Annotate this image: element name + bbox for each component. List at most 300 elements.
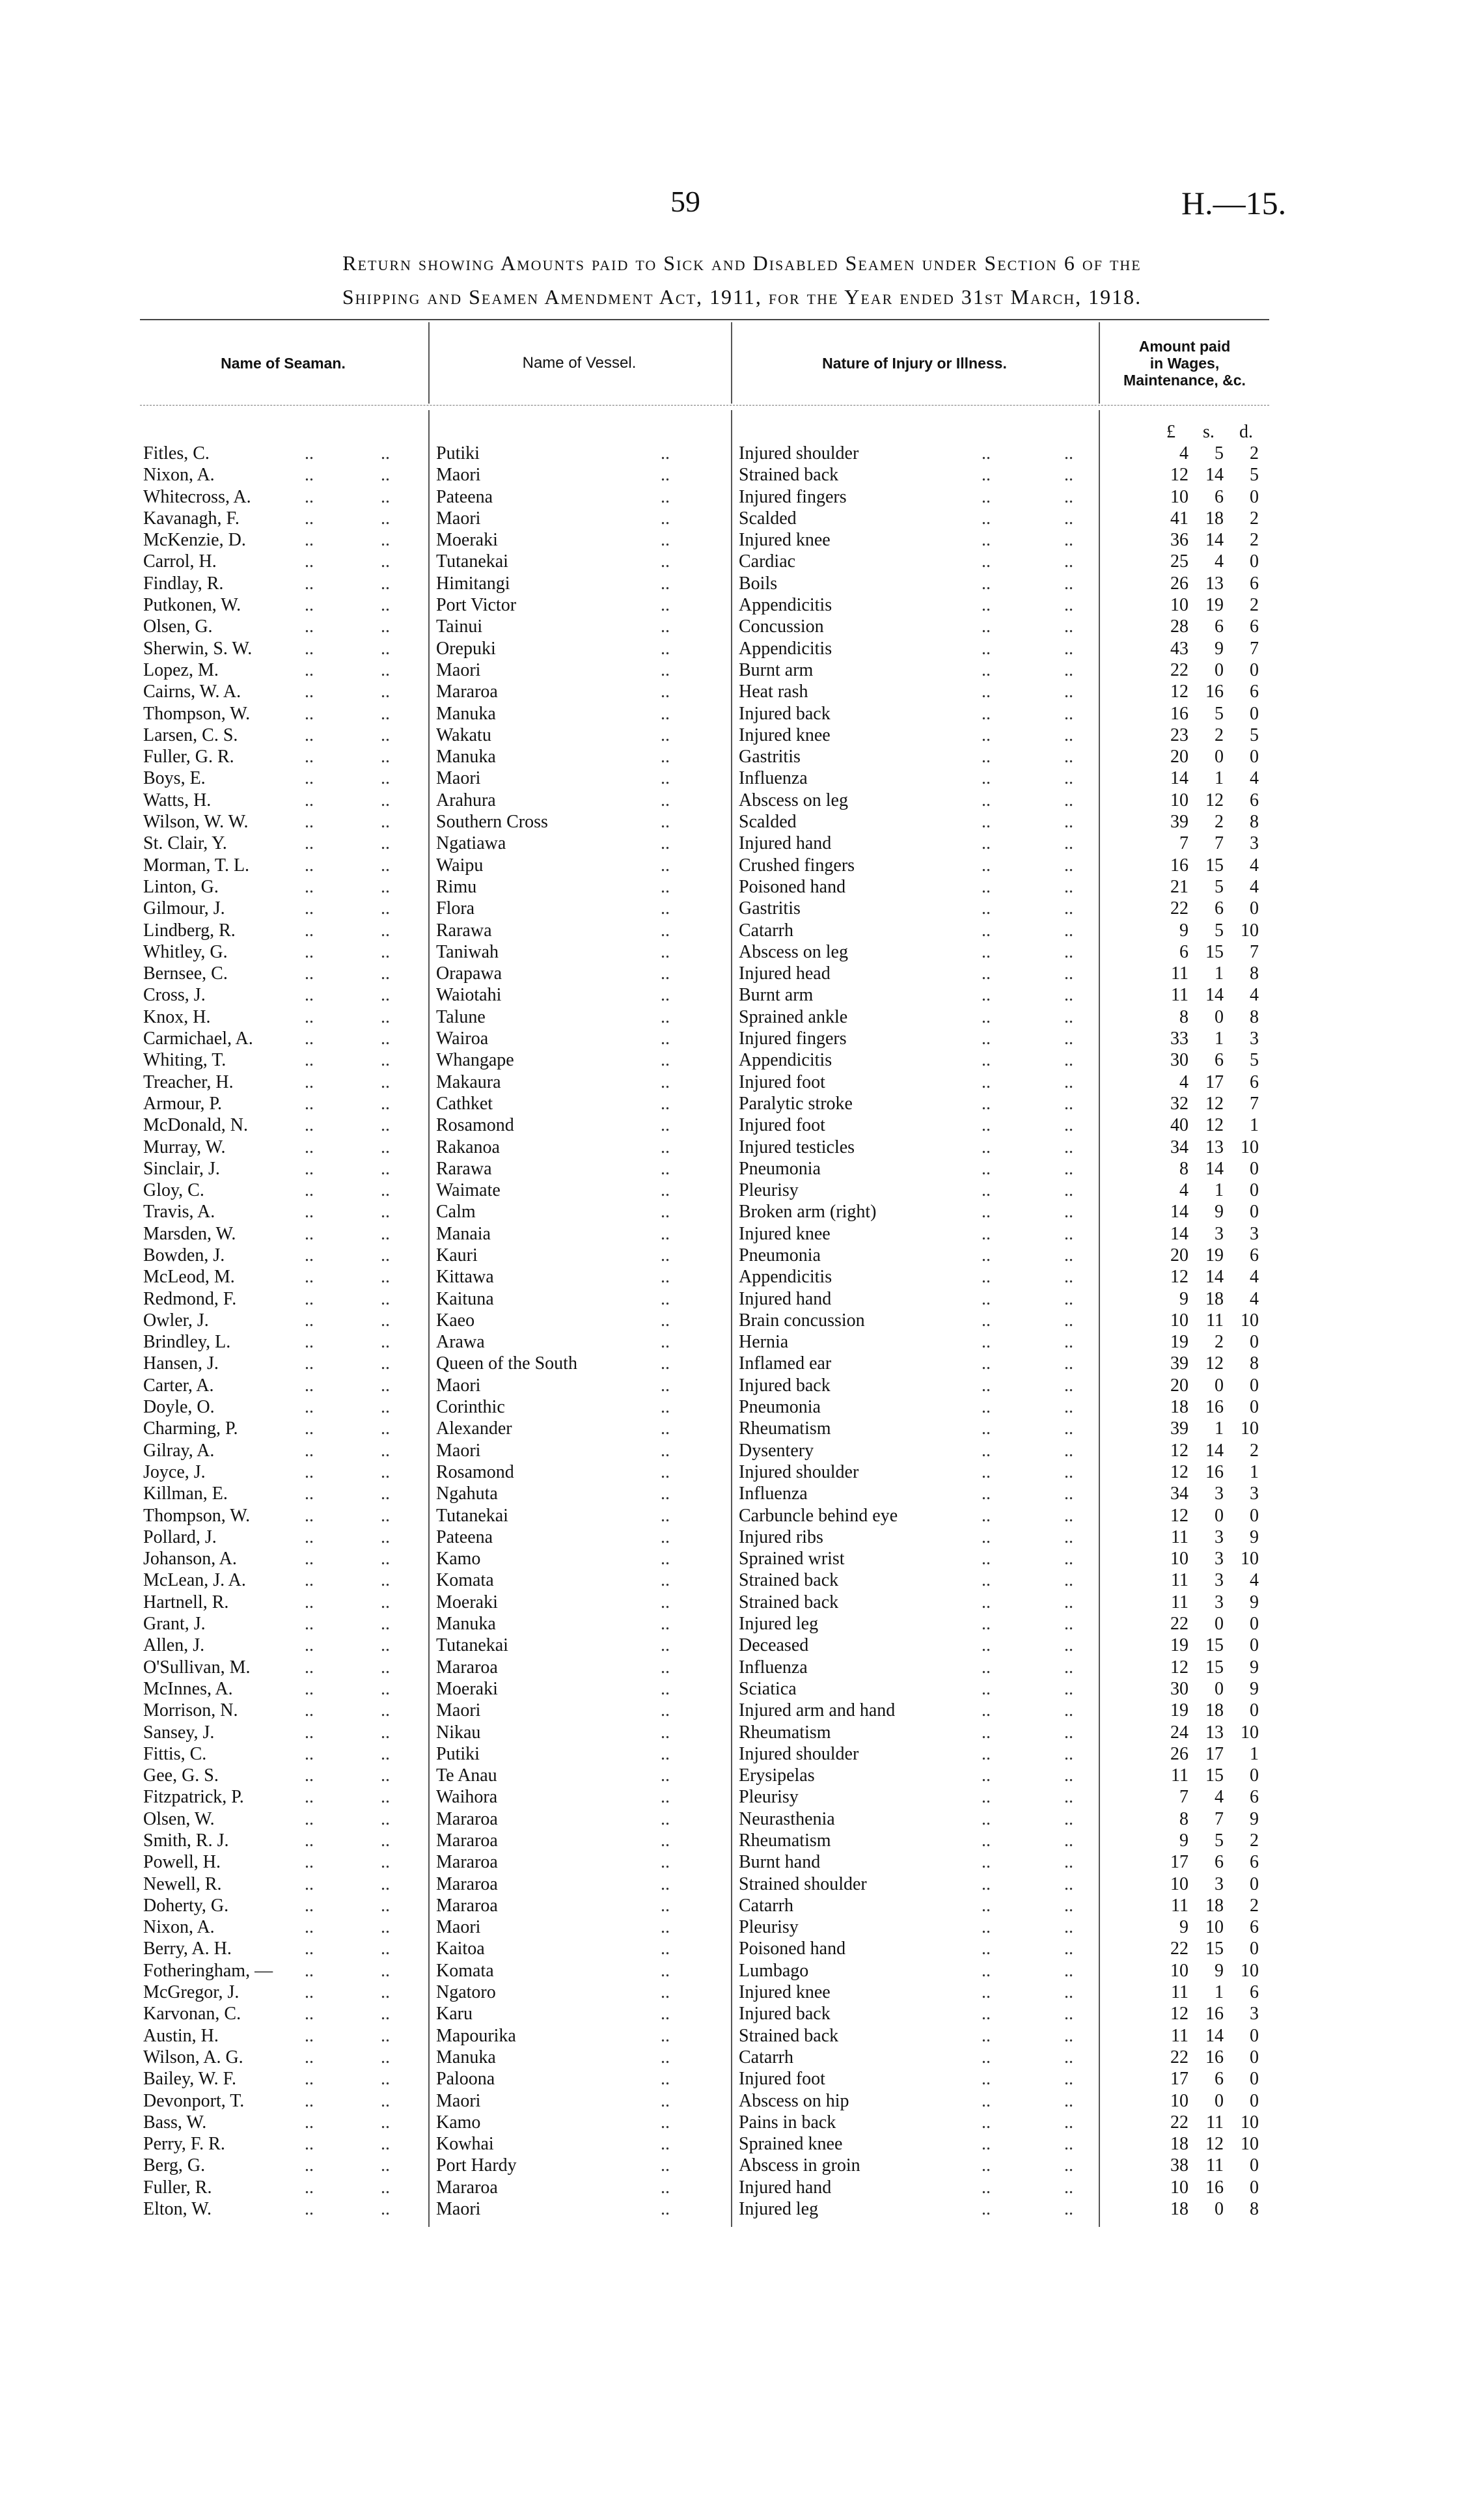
table-row [0,920,1484,941]
table-row [0,2198,1484,2220]
amount-pence: 10 [1241,1310,1259,1331]
leader-dots: .. [305,703,314,724]
leader-dots: .. [1064,941,1073,962]
vessel-name: Kaitoa [436,1939,485,1959]
injury-nature: Injured hand [739,833,832,854]
leader-dots: .. [381,1765,390,1786]
leader-dots: .. [305,659,314,680]
leader-dots: .. [305,963,314,984]
amount-pounds: 21 [1170,876,1189,897]
injury-nature: Neurasthenia [739,1808,835,1829]
amount-pence: 9 [1250,1592,1259,1612]
leader-dots: .. [381,1223,390,1244]
leader-dots: .. [661,1310,670,1331]
injury-nature: Injured back [739,2004,831,2024]
amount-pounds: 8 [1179,1808,1189,1829]
vessel-name: Kamo [436,2112,481,2133]
amount-shillings: 18 [1205,508,1224,529]
leader-dots: .. [381,2155,390,2176]
leader-dots: .. [661,1852,670,1873]
leader-dots: .. [661,1592,670,1612]
injury-nature: Appendicitis [739,595,832,616]
amount-pence: 9 [1250,1526,1259,1547]
leader-dots: .. [305,1397,314,1418]
table-row [0,1245,1484,1266]
amount-pounds: 12 [1170,1505,1189,1526]
leader-dots: .. [661,1765,670,1786]
amount-shillings: 0 [1215,1006,1224,1027]
leader-dots: .. [1064,812,1073,833]
amount-shillings: 4 [1215,551,1224,572]
leader-dots: .. [305,1050,314,1071]
injury-nature: Injured foot [739,1071,825,1092]
leader-dots: .. [381,530,390,551]
injury-nature: Injured leg [739,2199,819,2220]
table-row [0,833,1484,854]
vessel-name: Kauri [436,1245,478,1265]
amount-shillings: 2 [1215,1332,1224,1353]
vessel-name: Mararoa [436,682,498,702]
leader-dots: .. [661,551,670,572]
leader-dots: .. [1064,1397,1073,1418]
leader-dots: .. [305,920,314,941]
amount-pounds: 18 [1170,2134,1189,2155]
amount-pounds: 10 [1170,1549,1189,1569]
seaman-name: Wilson, A. G. [143,2047,243,2067]
table-row [0,1678,1484,1700]
table-row [0,508,1484,529]
leader-dots: .. [1064,443,1073,463]
injury-nature: Abscess on hip [739,2090,849,2111]
leader-dots: .. [661,1245,670,1265]
leader-dots: .. [982,1245,991,1265]
table-row [0,1592,1484,1613]
seaman-name: Whitley, G. [143,941,228,962]
amount-pounds: 18 [1170,1397,1189,1418]
leader-dots: .. [381,790,390,810]
leader-dots: .. [1064,1223,1073,1244]
injury-nature: Lumbago [739,1960,809,1981]
amount-shillings: 17 [1205,1071,1224,1092]
amount-shillings: 17 [1205,1743,1224,1764]
amount-pence: 5 [1250,725,1259,745]
amount-pounds: 7 [1179,833,1189,854]
table-row [0,2177,1484,2198]
leader-dots: .. [661,508,670,529]
table-row [0,725,1484,746]
seaman-name: Olsen, G. [143,616,213,637]
leader-dots: .. [661,595,670,616]
amount-pounds: 22 [1170,2047,1189,2067]
amount-pence: 0 [1250,1180,1259,1201]
table-top-rule [140,319,1269,320]
seaman-name: Whiting, T. [143,1050,227,1071]
leader-dots: .. [1064,747,1073,767]
leader-dots: .. [661,833,670,854]
vessel-name: Southern Cross [436,812,548,833]
leader-dots: .. [982,1375,991,1396]
injury-nature: Injured fingers [739,486,847,507]
leader-dots: .. [381,1614,390,1635]
leader-dots: .. [982,1982,991,2003]
amount-pence: 1 [1250,1115,1259,1136]
leader-dots: .. [381,1397,390,1418]
leader-dots: .. [1064,1158,1073,1179]
table-row [0,1960,1484,1982]
leader-dots: .. [661,1050,670,1071]
currency-units [1152,422,1269,441]
leader-dots: .. [1064,1960,1073,1981]
leader-dots: .. [982,1006,991,1027]
injury-nature: Catarrh [739,1895,793,1916]
leader-dots: .. [982,573,991,594]
seaman-name: Nixon, A. [143,465,215,486]
amount-pence: 4 [1250,1288,1259,1309]
amount-pence: 6 [1250,573,1259,594]
leader-dots: .. [381,1808,390,1829]
table-row [0,1548,1484,1569]
table-row [0,486,1484,508]
vessel-name: Moeraki [436,1592,498,1612]
leader-dots: .. [1064,1570,1073,1591]
vessel-name: Waimate [436,1180,501,1201]
vessel-name: Maori [436,508,481,529]
leader-dots: .. [305,2112,314,2133]
leader-dots: .. [982,551,991,572]
seaman-name: Hartnell, R. [143,1592,229,1612]
table-row [0,1071,1484,1093]
amount-shillings: 16 [1205,1397,1224,1418]
leader-dots: .. [982,1939,991,1959]
amount-pence: 10 [1241,920,1259,941]
amount-pounds: 38 [1170,2155,1189,2176]
amount-pence: 6 [1250,1852,1259,1873]
leader-dots: .. [661,1202,670,1222]
leader-dots: .. [1064,1310,1073,1331]
leader-dots: .. [305,1418,314,1439]
leader-dots: .. [982,595,991,616]
leader-dots: .. [982,2112,991,2133]
amount-pence: 2 [1250,530,1259,551]
leader-dots: .. [661,659,670,680]
seaman-name: McLeod, M. [143,1267,235,1288]
amount-shillings: 6 [1215,1852,1224,1873]
amount-pence: 0 [1250,1202,1259,1222]
amount-pence: 9 [1250,1678,1259,1699]
leader-dots: .. [381,486,390,507]
amount-pounds: 20 [1170,1375,1189,1396]
leader-dots: .. [661,1375,670,1396]
vessel-name: Kittawa [436,1267,494,1288]
seaman-name: Elton, W. [143,2199,212,2220]
amount-shillings: 6 [1215,616,1224,637]
table-row [0,767,1484,789]
amount-shillings: 13 [1205,1137,1224,1157]
injury-nature: Crushed fingers [739,855,855,876]
table-row [0,1049,1484,1071]
leader-dots: .. [381,508,390,529]
leader-dots: .. [1064,1592,1073,1612]
vessel-name: Mararoa [436,1657,498,1678]
leader-dots: .. [381,2134,390,2155]
leader-dots: .. [661,703,670,724]
table-row [0,1916,1484,1938]
amount-shillings: 14 [1205,1440,1224,1461]
leader-dots: .. [305,595,314,616]
leader-dots: .. [982,1765,991,1786]
seaman-name: Redmond, F. [143,1288,237,1309]
vessel-name: Tutanekai [436,1505,508,1526]
amount-pence: 8 [1250,1006,1259,1027]
vessel-name: Ngatiawa [436,833,506,854]
vessel-name: Manaia [436,1223,491,1244]
seaman-name: Carmichael, A. [143,1029,253,1049]
seaman-name: Karvonan, C. [143,2004,241,2024]
amount-pence: 3 [1250,1223,1259,1244]
leader-dots: .. [982,1223,991,1244]
injury-nature: Rheumatism [739,1722,831,1743]
seaman-name: Watts, H. [143,790,212,810]
amount-shillings: 6 [1215,486,1224,507]
seaman-name: McLean, J. A. [143,1570,246,1591]
vessel-name: Maori [436,1375,481,1396]
leader-dots: .. [661,1115,670,1136]
table-row [0,616,1484,637]
vessel-name: Manuka [436,703,496,724]
vessel-name: Orapawa [436,963,502,984]
seaman-name: Sinclair, J. [143,1158,220,1179]
leader-dots: .. [381,1939,390,1959]
amount-shillings: 19 [1205,595,1224,616]
leader-dots: .. [381,573,390,594]
amount-pounds: 43 [1170,638,1189,659]
table-row [0,1396,1484,1418]
vessel-name: Te Anau [436,1765,497,1786]
leader-dots: .. [661,1137,670,1157]
vessel-name: Tainui [436,616,483,637]
leader-dots: .. [1064,2090,1073,2111]
amount-pounds: 16 [1170,855,1189,876]
leader-dots: .. [381,1071,390,1092]
leader-dots: .. [381,1288,390,1309]
amount-pounds: 20 [1170,747,1189,767]
leader-dots: .. [305,486,314,507]
leader-dots: .. [982,2134,991,2155]
vessel-name: Manuka [436,747,496,767]
amount-shillings: 19 [1205,1245,1224,1265]
leader-dots: .. [982,1310,991,1331]
amount-pounds: 26 [1170,573,1189,594]
leader-dots: .. [982,1418,991,1439]
amount-shillings: 6 [1215,1050,1224,1071]
leader-dots: .. [305,1852,314,1873]
seaman-name: Bowden, J. [143,1245,225,1265]
amount-shillings: 16 [1205,682,1224,702]
amount-pounds: 18 [1170,2199,1189,2220]
amount-pence: 0 [1250,1158,1259,1179]
seaman-name: McDonald, N. [143,1115,248,1136]
seamen-table-body [0,443,1484,2220]
leader-dots: .. [1064,1245,1073,1265]
amount-shillings: 12 [1205,1353,1224,1374]
leader-dots: .. [381,1635,390,1656]
leader-dots: .. [381,1895,390,1916]
injury-nature: Influenza [739,1657,808,1678]
leader-dots: .. [982,2177,991,2198]
table-row [0,1288,1484,1310]
vessel-name: Wakatu [436,725,491,745]
amount-pounds: 12 [1170,1267,1189,1288]
leader-dots: .. [305,616,314,637]
amount-shillings: 0 [1215,1375,1224,1396]
amount-pence: 0 [1250,1375,1259,1396]
seaman-name: Sansey, J. [143,1722,215,1743]
vessel-name: Karu [436,2004,473,2024]
amount-pence: 0 [1250,1397,1259,1418]
injury-nature: Strained back [739,1592,839,1612]
amount-shillings: 0 [1215,1678,1224,1699]
amount-pounds: 17 [1170,2069,1189,2090]
seaman-name: Morman, T. L. [143,855,250,876]
leader-dots: .. [982,1808,991,1829]
amount-shillings: 3 [1215,1570,1224,1591]
leader-dots: .. [381,659,390,680]
seaman-name: Devonport, T. [143,2090,245,2111]
column-divider [1099,410,1100,2227]
leader-dots: .. [381,725,390,745]
leader-dots: .. [1064,465,1073,486]
leader-dots: .. [381,1787,390,1808]
vessel-name: Manuka [436,1614,496,1635]
table-row [0,1635,1484,1656]
seaman-name: Bernsee, C. [143,963,228,984]
amount-pence: 10 [1241,1722,1259,1743]
leader-dots: .. [982,1852,991,1873]
vessel-name: Port Victor [436,595,517,616]
vessel-name: Manuka [436,2047,496,2067]
table-row [0,1137,1484,1158]
amount-pounds: 24 [1170,1722,1189,1743]
leader-dots: .. [982,1029,991,1049]
leader-dots: .. [661,1743,670,1764]
leader-dots: .. [661,2004,670,2024]
leader-dots: .. [982,1115,991,1136]
leader-dots: .. [982,616,991,637]
amount-shillings: 15 [1205,1657,1224,1678]
table-row [0,1895,1484,1916]
leader-dots: .. [982,1700,991,1721]
injury-nature: Injured arm and hand [739,1700,896,1721]
leader-dots: .. [381,1310,390,1331]
amount-pounds: 22 [1170,1939,1189,1959]
amount-pence: 7 [1250,1093,1259,1114]
amount-shillings: 0 [1215,659,1224,680]
leader-dots: .. [982,1050,991,1071]
table-row [0,1938,1484,1959]
page-header [0,184,1484,230]
leader-dots: .. [1064,963,1073,984]
vessel-name: Komata [436,1570,494,1591]
table-row [0,1743,1484,1765]
amount-pounds: 10 [1170,486,1189,507]
table-row [0,2112,1484,2133]
amount-pounds: 14 [1170,1223,1189,1244]
leader-dots: .. [661,638,670,659]
leader-dots: .. [661,1397,670,1418]
vessel-name: Whangape [436,1050,514,1071]
seaman-name: Doherty, G. [143,1895,229,1916]
table-row [0,1765,1484,1786]
table-row [0,1353,1484,1374]
leader-dots: .. [982,1657,991,1678]
injury-nature: Broken arm (right) [739,1202,877,1222]
amount-pence: 0 [1250,898,1259,919]
table-row [0,855,1484,876]
leader-dots: .. [1064,573,1073,594]
seaman-name: McGregor, J. [143,1982,240,2003]
leader-dots: .. [982,1440,991,1461]
leader-dots: .. [305,1484,314,1504]
table-row [0,1722,1484,1743]
amount-shillings: 14 [1205,465,1224,486]
table-row [0,1613,1484,1635]
seaman-name: Grant, J. [143,1614,206,1635]
amount-pounds: 32 [1170,1093,1189,1114]
leader-dots: .. [661,1223,670,1244]
injury-nature: Sciatica [739,1678,797,1699]
vessel-name: Waiotahi [436,985,502,1006]
leader-dots: .. [305,1678,314,1699]
column-header-nature: Nature of Injury or Illness. [822,354,1007,372]
leader-dots: .. [305,1765,314,1786]
amount-pounds: 10 [1170,2177,1189,2198]
leader-dots: .. [305,1180,314,1201]
leader-dots: .. [305,1375,314,1396]
amount-pence: 7 [1250,941,1259,962]
leader-dots: .. [381,1180,390,1201]
leader-dots: .. [305,1787,314,1808]
leader-dots: .. [982,486,991,507]
amount-shillings: 4 [1215,1787,1224,1808]
leader-dots: .. [381,1570,390,1591]
leader-dots: .. [381,595,390,616]
leader-dots: .. [661,1570,670,1591]
table-row [0,963,1484,984]
leader-dots: .. [305,682,314,702]
amount-pounds: 22 [1170,898,1189,919]
leader-dots: .. [305,1939,314,1959]
table-row [0,594,1484,616]
amount-shillings: 15 [1205,1765,1224,1786]
leader-dots: .. [381,1137,390,1157]
leader-dots: .. [1064,2069,1073,2090]
amount-pence: 2 [1250,1830,1259,1851]
injury-nature: Burnt arm [739,659,814,680]
seaman-name: Murray, W. [143,1137,226,1157]
injury-nature: Pleurisy [739,1180,799,1201]
leader-dots: .. [661,1288,670,1309]
amount-pence: 8 [1250,963,1259,984]
table-row [0,681,1484,702]
seaman-name: Boys, E. [143,768,206,789]
seaman-name: Allen, J. [143,1635,205,1656]
leader-dots: .. [661,747,670,767]
vessel-name: Waihora [436,1787,498,1808]
injury-nature: Injured fingers [739,1029,847,1049]
amount-pounds: 4 [1179,443,1189,463]
leader-dots: .. [1064,2112,1073,2133]
injury-nature: Erysipelas [739,1765,815,1786]
